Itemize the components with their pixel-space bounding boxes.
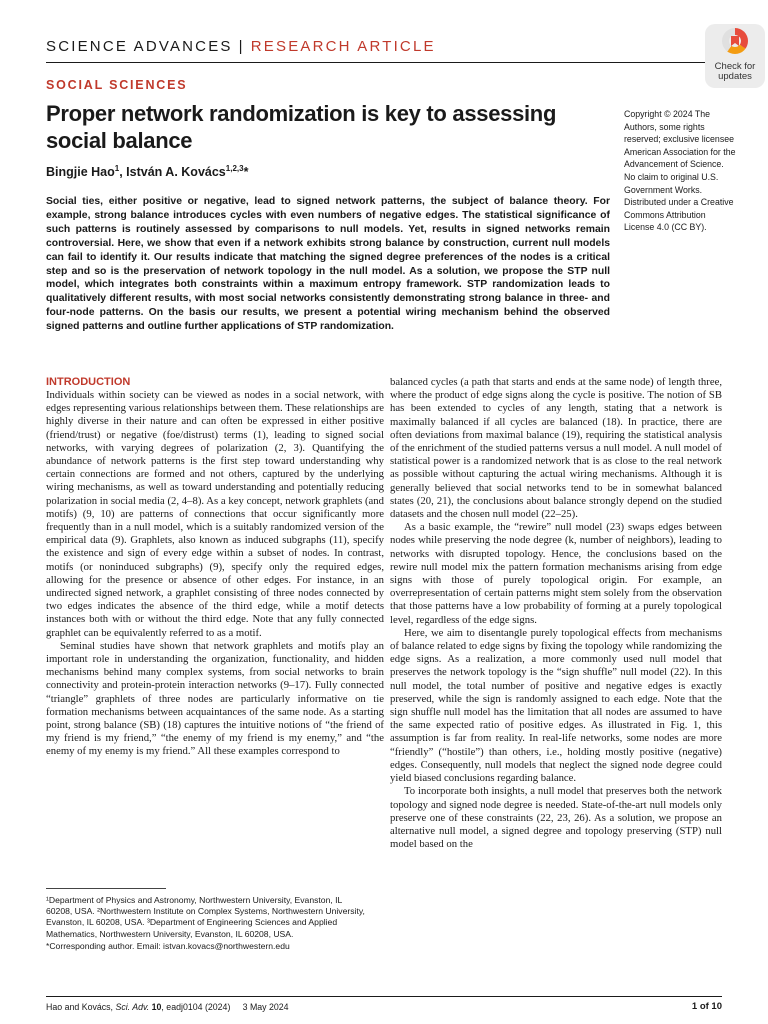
journal-masthead xyxy=(46,38,436,55)
section-heading: INTRODUCTION xyxy=(46,376,131,388)
citation-authors: Hao and Kovács, xyxy=(46,1002,116,1012)
author-affiliation: 1 xyxy=(114,164,120,173)
author-name: Bingjie Hao xyxy=(46,165,115,180)
copyright-notice: Copyright © 2024 The Authors, some rights reserved; exclusive licensee American Association for the Advancement of Science. No claim to original U.S. Government Works. Distributed under a Creative Commons Attribution License 4.0 (CC BY). xyxy=(624,109,736,233)
citation-volume: 10 xyxy=(149,1002,162,1012)
body-paragraph: balanced cycles (a path that starts and ends at the same node) of length three, where the product of edge signs along the cycle is positive. The notion of SB has been extended to cycles of any length, stating that a network is maximally balanced if all cycles are balanced (18). In practice, there are often deviations from maximal balance (19), requiring the statistical analysis of the enrichment of the studied patterns versus a null model. A null model of statistical power is a randomized network that is as close to the real network as possible without capturing the actual wiring mechanisms. Although it is generally believed that social networks tend to be in somewhat balanced states (20, 21), the conclusions about balance strongly depend on the studied datasets and the chosen null model (22–25). xyxy=(390,376,722,521)
footnotes xyxy=(46,895,366,953)
article-title: Proper network randomization is key to assessing social balance xyxy=(46,101,557,153)
crossmark-icon xyxy=(722,28,748,54)
body-paragraph: Here, we aim to disentangle purely topological effects from mechanisms of balance related to edge signs by fixing the topology while randomizing the edge signs. As a realization, a more commonly used null model that preserves the network topology is the “sign shuffle” null model (22). In this null model, the total number of positive and negative edges is exactly preserved, while the sign is randomly assigned to each edge. Note that the sign shuffle null model has the limitation that all nodes are assumed to have the same expected ratio of positive edges. As illustrated in Fig. 1, this assumption is far from reality. In real-life networks, some nodes are more “friendly” (“hostile”) than others, i.e., holding mostly positive (negative) edges. Consequently, null models that neglect the signed node degree could yield biased conclusions regarding balance. xyxy=(390,626,722,785)
author-affiliation: 1,2,3 xyxy=(225,164,244,173)
check-for-updates-label: Check for updates xyxy=(714,61,756,82)
author-separator: , xyxy=(119,165,127,180)
masthead-separator: | xyxy=(238,38,245,55)
article-type: RESEARCH ARTICLE xyxy=(250,38,436,55)
author-name: István A. Kovács xyxy=(126,165,226,180)
body-paragraph: Seminal studies have shown that network graphlets and motifs play an important role in understanding the organization, functionality, and hidden mechanisms behind many complex systems, from social networks to brain connectivity and protein-protein interaction networks (9–17). Fully connected “triangle” graphlets of three nodes are particularly informative on tie formation mechanisms between acquaintances of the same node. As a starting point, strong balance (SB) (18) captures the intuitive notions of “the friend of my friend is my friend,” “the enemy of my friend is my enemy,” and “the enemy of my enemy is my friend.” All these examples correspond to xyxy=(46,639,384,758)
body-paragraph: As a basic example, the “rewire” null model (23) swaps edges between nodes while preserving the node degree (k, number of neighbors), leading to networks with disrupted topology. Hence, the conclusions based on the rewire null model mix the pattern formation mechanisms arising from edge signs with those of purely topological origin. For example, an overrepresentation of certain patterns might stem solely from the observation that those patterns have a low probability of forming at a purely topological level, regardless of the edge signs. xyxy=(390,521,722,626)
page-number: 1 of 10 xyxy=(691,1001,722,1012)
citation-details: , eadj0104 (2024) 3 May 2024 xyxy=(161,1002,289,1012)
affiliations-footnote: ¹Department of Physics and Astronomy, Northwestern University, Evanston, IL 60208, USA. ²Northwestern Institute on Complex Systems, Northwestern University, Evanston, IL 60208, USA. ³Department of Engineering Sciences and Applied Mathematics, Northwestern University, Evanston, IL 60208, USA. xyxy=(46,895,365,939)
citation-journal: Sci. Adv. xyxy=(115,1002,150,1012)
corresponding-author-footnote: *Corresponding author. Email: istvan.kovacs@northwestern.edu xyxy=(46,940,290,951)
check-for-updates-badge[interactable] xyxy=(705,24,765,88)
abstract: Social ties, either positive or negative, lead to signed network patterns, the subject of balance theory. For example, strong balance introduces cycles with even numbers of negative edges. The statistical significance of such patterns is routinely assessed by comparisons to null models. Yet, results in signed networks remain controversial. Here, we show that even if a network exhibits strong balance by construction, current null models can fail to identify it. Our results indicate that matching the signed degree preferences of the nodes is a critical step and so is the preservation of network topology in the null model. As a solution, we propose the STP null model, which integrates both constraints within a maximum entropy framework. STP randomization leads to qualitatively different results, with most social networks consistently demonstrating strong balance in three- and four-node patterns. On the basis our results, we present a potential wiring mechanism behind the observed signed patterns and outline further applications of STP randomization. xyxy=(46,196,610,333)
section-label: SOCIAL SCIENCES xyxy=(46,78,188,92)
footer-rule xyxy=(46,996,722,997)
citation-line xyxy=(46,1002,289,1012)
body-column-left xyxy=(46,376,384,759)
author-list xyxy=(46,164,248,179)
footnote-rule xyxy=(46,888,166,889)
corresponding-mark: * xyxy=(243,165,249,180)
body-paragraph: Individuals within society can be viewed as nodes in a social network, with edges representing various relationships between them. These relationships are highly diverse in their nature and can often be expressed in either positive (friend/trust) or negative (foe/distrust) terms (1), leading to signed social networks, with varying degrees of polarization (2, 3). Quantifying the abundance of network patterns is the first step toward understanding why certain connections are formed and not others, captured by the underlying wiring mechanisms, as well as toward understanding and potentially reducing polarization in social media (2, 4–8). As a key concept, network graphlets (and motifs) (9, 10) are patterns of connections that occur significantly more frequently than in a null model, which is a suitably randomized version of the empirical data (9). Graphlets, also known as induced subgraphs (11), specify the existence and sign of every edge within a subset of nodes. In contrast, motifs (or noninduced subgraphs) (9), specify only the required edges, allowing for the presence or absence of other edges. For instance, in an undirected signed network, a graphlet consisting of three nodes connected by two edges indicates the absence of the third edge, while a motif detects instances both with or without the third edge. Note that any fully connected graphlet can be equivalently referred to as a motif. xyxy=(46,389,384,639)
body-paragraph: To incorporate both insights, a null model that preserves both the network topology and signed node degree is needed. State-of-the-art null models only preserve one of these constraints (22, 23, 26). As a solution, we propose an alternative null model, a signed degree and topology preserving (STP) null model based on the xyxy=(390,785,722,851)
header-rule xyxy=(46,62,722,63)
body-column-right xyxy=(390,376,722,851)
journal-name: SCIENCE ADVANCES xyxy=(46,38,233,55)
